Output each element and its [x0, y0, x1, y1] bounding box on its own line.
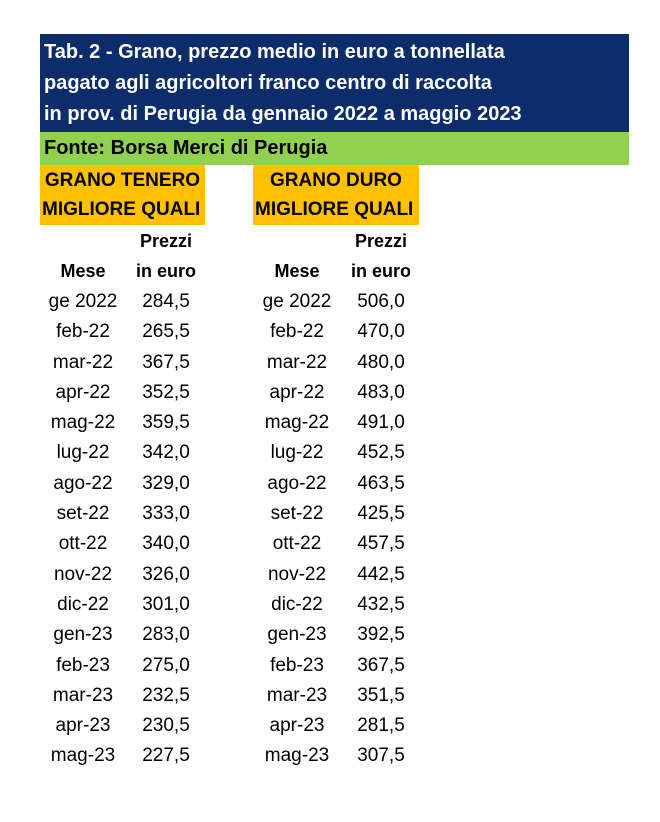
cell-prezzo: 284,5: [142, 291, 190, 312]
table-row: [253, 378, 421, 408]
cell-prezzo: 367,5: [357, 654, 405, 676]
cell-mese: ago-22: [53, 472, 113, 494]
table-grano-tenero: [40, 287, 206, 772]
cell-prezzo: 367,5: [142, 351, 190, 373]
cell-prezzo: 333,0: [142, 503, 190, 525]
cell-prezzo: 480,0: [357, 351, 405, 373]
cell-mese: mar-23: [266, 684, 328, 706]
title-line-3: in prov. di Perugia da gennaio 2022 a maggio 2023: [44, 103, 522, 125]
header-duro-line-2: MIGLIORE QUALI: [255, 199, 414, 220]
table-row: [40, 620, 206, 650]
table-row: [253, 651, 421, 681]
cell-prezzo: 470,0: [357, 321, 405, 343]
cell-mese: ago-22: [267, 472, 327, 494]
cell-prezzo: 351,5: [357, 684, 405, 706]
cell-prezzo: 283,0: [142, 624, 190, 646]
cell-mese: lug-22: [56, 442, 110, 464]
header-duro-line-1: GRANO DURO: [270, 170, 402, 191]
table-row: [253, 529, 421, 559]
cell-mese: feb-23: [56, 654, 110, 676]
cell-prezzo: 275,0: [142, 654, 190, 676]
cell-prezzo: 340,0: [142, 533, 190, 555]
cell-mese: mar-23: [52, 684, 114, 706]
cell-mese: mar-22: [266, 351, 328, 373]
table-row: [40, 438, 206, 468]
table-row: [253, 590, 421, 620]
table-row: [40, 378, 206, 408]
cell-prezzo: 227,5: [142, 745, 190, 767]
tenero-mese-label: Mese: [60, 261, 106, 281]
duro-mese-label: Mese: [274, 261, 320, 281]
cell-prezzo: 483,0: [357, 381, 405, 403]
cell-prezzo: 230,5: [142, 715, 190, 737]
table-row: [253, 317, 421, 347]
table-row: [40, 499, 206, 529]
cell-mese: mag-22: [50, 412, 116, 434]
table-row: [40, 741, 206, 771]
cell-mese: gen-23: [267, 624, 327, 646]
cell-mese: feb-22: [56, 321, 110, 343]
table-row: [40, 590, 206, 620]
cell-prezzo: 432,5: [357, 593, 405, 615]
cell-mese: set-22: [270, 503, 324, 525]
table-row: [253, 287, 421, 317]
cell-prezzo: 359,5: [142, 412, 190, 434]
table-row: [40, 348, 206, 378]
cell-mese: apr-23: [269, 715, 325, 737]
header-grano-duro: [253, 165, 419, 225]
cell-prezzo: 232,5: [142, 684, 190, 706]
header-grano-tenero: [40, 165, 205, 225]
table-row: [253, 469, 421, 499]
source-note: Fonte: Borsa Merci di Perugia: [40, 132, 629, 165]
cell-mese: ott-22: [272, 533, 322, 555]
cell-prezzo: 326,0: [142, 563, 190, 585]
table-row: [40, 560, 206, 590]
cell-mese: mag-23: [50, 745, 116, 767]
table-row: [40, 529, 206, 559]
table-row: [40, 469, 206, 499]
tenero-prezzi-label: Prezzi: [139, 231, 193, 251]
cell-prezzo: 307,5: [357, 745, 405, 767]
cell-prezzo: 457,5: [357, 533, 405, 555]
cell-prezzo: 491,0: [357, 412, 405, 434]
title-line-1: Tab. 2 - Grano, prezzo medio in euro a tonnellata: [44, 41, 505, 63]
cell-mese: lug-22: [270, 442, 324, 464]
cell-prezzo: 342,0: [142, 442, 190, 464]
cell-prezzo: 463,5: [357, 472, 405, 494]
table-row: [253, 711, 421, 741]
tenero-in-euro-label: in euro: [135, 261, 196, 281]
header-tenero-line-2: MIGLIORE QUALI: [42, 199, 201, 220]
table-row: [40, 317, 206, 347]
table-row: [253, 348, 421, 378]
cell-mese: ott-22: [58, 533, 108, 555]
duro-in-euro-label: in euro: [350, 261, 411, 281]
table-row: [253, 408, 421, 438]
table-row: [40, 408, 206, 438]
cell-prezzo: 352,5: [142, 381, 190, 403]
table-grano-duro: [253, 287, 421, 772]
title-line-2: pagato agli agricoltori franco centro di raccolta: [44, 72, 492, 94]
cell-mese: set-22: [56, 503, 110, 525]
table-row: [40, 681, 206, 711]
cell-prezzo: 301,0: [142, 593, 190, 615]
cell-mese: apr-23: [55, 715, 111, 737]
cell-prezzo: 329,0: [142, 472, 190, 494]
cell-prezzo: 442,5: [357, 563, 405, 585]
cell-prezzo: 281,5: [357, 715, 405, 737]
cell-mese: apr-22: [55, 381, 111, 403]
cell-mese: feb-23: [270, 654, 324, 676]
cell-mese: mar-22: [52, 351, 114, 373]
table-row: [253, 438, 421, 468]
table-row: [253, 560, 421, 590]
cell-mese: mag-22: [264, 412, 330, 434]
cell-mese: ge 2022: [262, 291, 332, 312]
cell-mese: dic-22: [271, 593, 323, 615]
cell-mese: nov-22: [53, 563, 113, 585]
cell-mese: mag-23: [264, 745, 330, 767]
duro-prezzi-label: Prezzi: [354, 231, 408, 251]
table-row: [40, 651, 206, 681]
table-row: [253, 620, 421, 650]
cell-mese: dic-22: [57, 593, 109, 615]
cell-mese: ge 2022: [48, 291, 118, 312]
header-tenero-line-1: GRANO TENERO: [44, 170, 201, 191]
cell-prezzo: 452,5: [357, 442, 405, 464]
table-row: [40, 287, 206, 317]
table-row: [253, 499, 421, 529]
table-row: [40, 711, 206, 741]
cell-prezzo: 392,5: [357, 624, 405, 646]
cell-mese: nov-22: [267, 563, 327, 585]
cell-prezzo: 425,5: [357, 503, 405, 525]
cell-prezzo: 265,5: [142, 321, 190, 343]
table-row: [253, 681, 421, 711]
cell-prezzo: 506,0: [357, 291, 405, 312]
cell-mese: feb-22: [270, 321, 324, 343]
table-row: [253, 741, 421, 771]
table-title: [40, 34, 629, 132]
cell-mese: apr-22: [269, 381, 325, 403]
cell-mese: gen-23: [53, 624, 113, 646]
